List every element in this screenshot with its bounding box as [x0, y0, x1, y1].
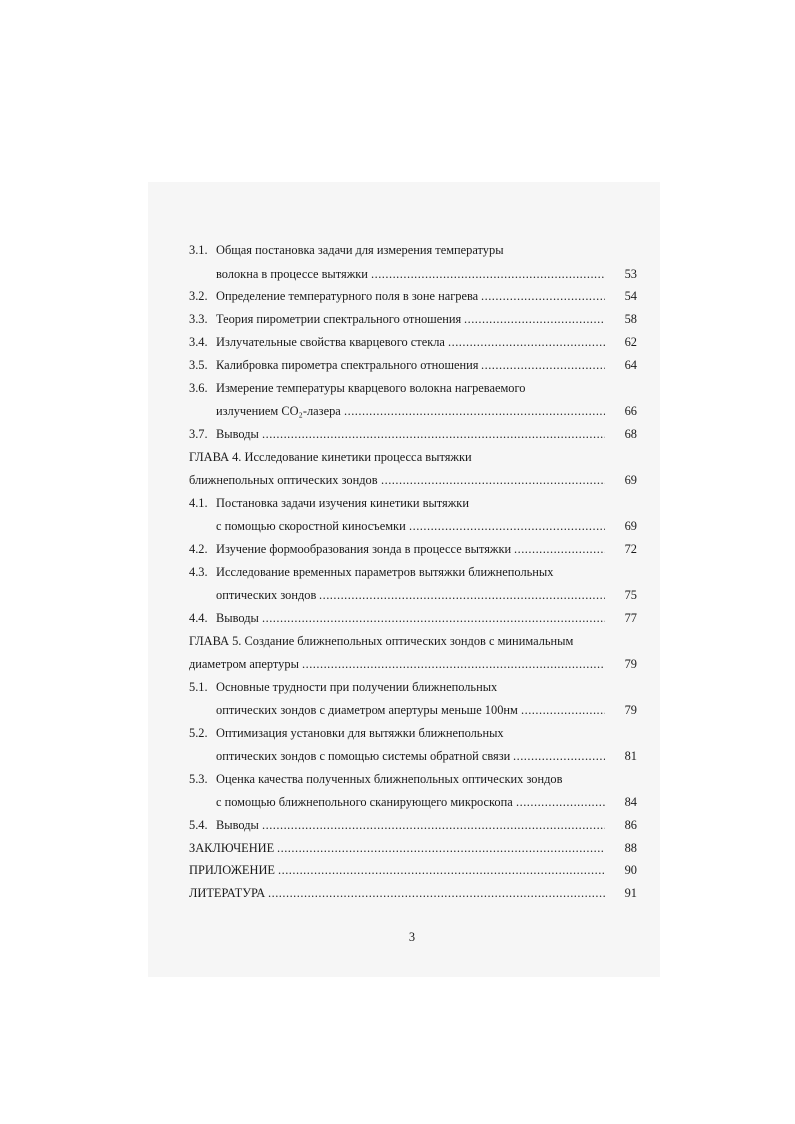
toc-page-number: 69: [624, 473, 637, 487]
toc-line: [0, 470, 795, 490]
toc-page-number: 72: [624, 542, 637, 556]
toc-entry-number: 3.6.: [189, 381, 208, 395]
toc-entry-title: с помощью ближнепольного сканирующего микроскопа: [216, 795, 513, 809]
toc-page-number: 64: [624, 358, 637, 372]
toc-entry-number: 5.3.: [189, 772, 208, 786]
toc-page-number: 68: [624, 427, 637, 441]
toc-entry-number: 5.2.: [189, 726, 208, 740]
toc-line: [0, 516, 795, 536]
toc-entry-title: ЛИТЕРАТУРА: [189, 886, 266, 900]
toc-line: [0, 355, 795, 375]
toc-entry-title: Общая постановка задачи для измерения температуры: [216, 243, 504, 257]
toc-dot-leader: [302, 654, 605, 674]
toc-entry-title: Постановка задачи изучения кинетики вытяжки: [216, 496, 469, 510]
toc-line: [0, 539, 795, 559]
toc-dot-leader: [481, 286, 605, 306]
toc-entry-title: ПРИЛОЖЕНИЕ: [189, 863, 275, 877]
toc-entry-title: Выводы: [216, 427, 259, 441]
toc-line: [0, 332, 795, 352]
toc-dot-leader: [344, 401, 605, 421]
toc-entry-number: 3.7.: [189, 427, 208, 441]
toc-entry-number: 4.3.: [189, 565, 208, 579]
toc-page-number: 66: [624, 404, 637, 418]
toc-entry-title: Оценка качества полученных ближнепольных оптических зондов: [216, 772, 563, 786]
toc-line: [0, 631, 795, 651]
toc-line: [0, 723, 795, 743]
toc-line: [0, 240, 795, 260]
toc-dot-leader: [381, 470, 605, 490]
toc-line: [0, 562, 795, 582]
toc-line: [0, 677, 795, 697]
toc-entry-number: 5.1.: [189, 680, 208, 694]
page-number-footer: 3: [408, 930, 416, 944]
toc-dot-leader: [409, 516, 605, 536]
toc-dot-leader: [481, 355, 605, 375]
toc-entry-number: 3.3.: [189, 312, 208, 326]
toc-line: [0, 264, 795, 284]
toc-entry-number: 4.1.: [189, 496, 208, 510]
toc-dot-leader: [514, 539, 605, 559]
toc-line: [0, 815, 795, 835]
toc-line: [0, 838, 795, 858]
toc-line: [0, 654, 795, 674]
toc-page-number: 88: [624, 841, 637, 855]
toc-line: [0, 286, 795, 306]
toc-page-number: 62: [624, 335, 637, 349]
toc-entry-title: волокна в процессе вытяжки: [216, 267, 368, 281]
toc-page-number: 91: [624, 886, 637, 900]
toc-line: [0, 424, 795, 444]
toc-page-number: 69: [624, 519, 637, 533]
toc-page-number: 79: [624, 703, 637, 717]
toc-entry-title: Калибровка пирометра спектрального отношения: [216, 358, 479, 372]
toc-dot-leader: [268, 883, 605, 903]
toc-entry-title: ЗАКЛЮЧЕНИЕ: [189, 841, 275, 855]
toc-entry-title: Основные трудности при получении ближнепольных: [216, 680, 498, 694]
toc-dot-leader: [513, 746, 605, 766]
toc-dot-leader: [371, 264, 605, 284]
toc-entry-number: 5.4.: [189, 818, 208, 832]
toc-entry-title: Определение температурного поля в зоне нагрева: [216, 289, 479, 303]
toc-line: [0, 860, 795, 880]
toc-line: [0, 746, 795, 766]
toc-dot-leader: [521, 700, 605, 720]
toc-line: [0, 883, 795, 903]
toc-entry-title: оптических зондов с помощью системы обратной связи: [216, 749, 511, 763]
toc-entry-title: Изучение формообразования зонда в процессе вытяжки: [216, 542, 512, 556]
toc-page-number: 86: [624, 818, 637, 832]
toc-entry-title: оптических зондов с диаметром апертуры меньше 100нм: [216, 703, 518, 717]
toc-line: [0, 700, 795, 720]
toc-page-number: 54: [624, 289, 637, 303]
toc-entry-title: ГЛАВА 4. Исследование кинетики процесса вытяжки: [189, 450, 472, 464]
toc-entry-title: Теория пирометрии спектрального отношения: [216, 312, 462, 326]
toc-page-number: 90: [624, 863, 637, 877]
toc-line: [0, 608, 795, 628]
toc-entry-number: 3.2.: [189, 289, 208, 303]
toc-entry-title: излучением CO₂-лазера: [216, 404, 341, 418]
toc-entry-title: ближнепольных оптических зондов: [189, 473, 378, 487]
toc-line: [0, 585, 795, 605]
toc-entry-title: Исследование временных параметров вытяжки ближнепольных: [216, 565, 554, 579]
toc-entry-title: ГЛАВА 5. Создание ближнепольных оптических зондов с минимальным: [189, 634, 574, 648]
toc-dot-leader: [448, 332, 605, 352]
toc-dot-leader: [464, 309, 605, 329]
toc-entry-title: Излучательные свойства кварцевого стекла: [216, 335, 445, 349]
toc-dot-leader: [277, 838, 605, 858]
toc-page-number: 77: [624, 611, 637, 625]
toc-entry-title: Выводы: [216, 818, 259, 832]
toc-page-number: 58: [624, 312, 637, 326]
toc-dot-leader: [262, 608, 605, 628]
toc-dot-leader: [262, 815, 605, 835]
toc-line: [0, 447, 795, 467]
toc-entry-title: Оптимизация установки для вытяжки ближнепольных: [216, 726, 504, 740]
toc-entry-number: 3.1.: [189, 243, 208, 257]
toc-entry-number: 4.2.: [189, 542, 208, 556]
toc-page-number: 84: [624, 795, 637, 809]
toc-dot-leader: [319, 585, 605, 605]
toc-entry-number: 3.4.: [189, 335, 208, 349]
toc-page-number: 79: [624, 657, 637, 671]
toc-page-number: 81: [624, 749, 637, 763]
toc-entry-title: диаметром апертуры: [189, 657, 299, 671]
toc-entry-title: оптических зондов: [216, 588, 317, 602]
toc-entry-number: 4.4.: [189, 611, 208, 625]
toc-line: [0, 769, 795, 789]
toc-line: [0, 309, 795, 329]
toc-line: [0, 378, 795, 398]
toc-page-number: 75: [624, 588, 637, 602]
toc-dot-leader: [278, 860, 605, 880]
toc-dot-leader: [516, 792, 605, 812]
toc-line: [0, 792, 795, 812]
toc-entry-title: Выводы: [216, 611, 259, 625]
toc-entry-title: с помощью скоростной киносъемки: [216, 519, 406, 533]
toc-entry-title: Измерение температуры кварцевого волокна нагреваемого: [216, 381, 526, 395]
toc-line: [0, 493, 795, 513]
toc-line: [0, 401, 795, 421]
toc-dot-leader: [262, 424, 605, 444]
toc-page-number: 53: [624, 267, 637, 281]
toc-entry-number: 3.5.: [189, 358, 208, 372]
